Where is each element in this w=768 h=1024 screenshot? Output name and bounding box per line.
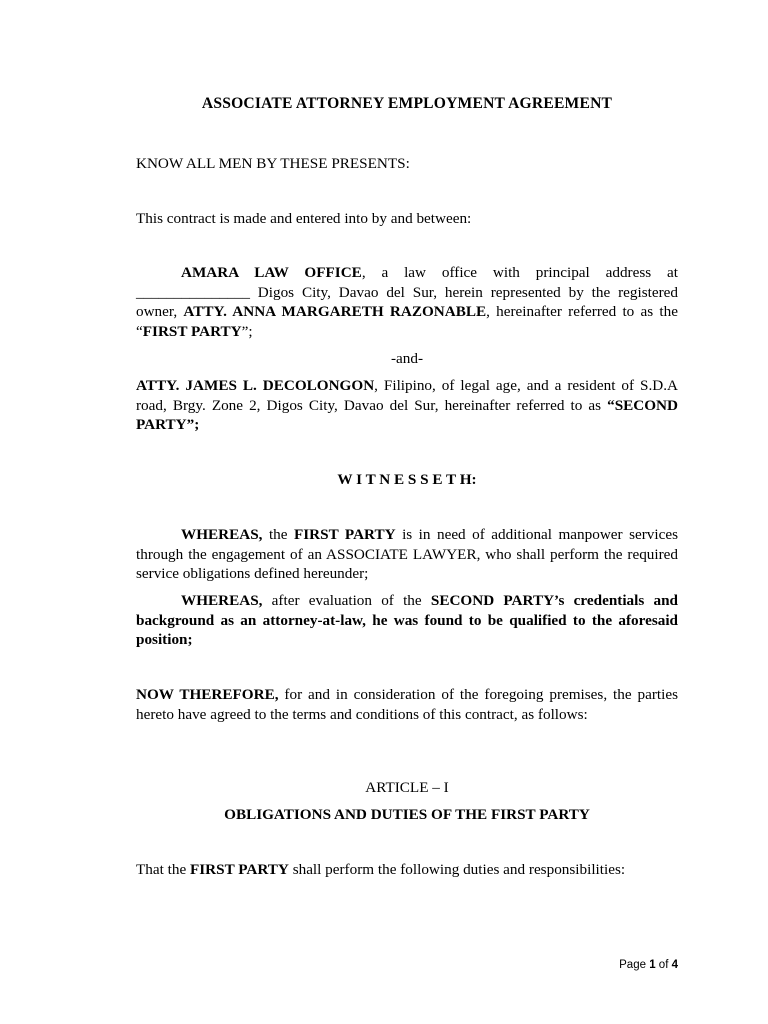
page-number: 1 xyxy=(649,959,656,971)
whereas-paragraph-2: WHEREAS, after evaluation of the SECOND PARTY’s credentials and background as an attorney-at-law, he was found to be qualified to the aforesaid position; xyxy=(136,592,678,648)
article-number: ARTICLE – I xyxy=(365,779,449,796)
article-title: OBLIGATIONS AND DUTIES OF THE FIRST PARTY xyxy=(224,806,590,823)
law-office-name: AMARA LAW OFFICE xyxy=(181,264,362,281)
now-therefore-paragraph: NOW THEREFORE, for and in consideration of the foregoing premises, the parties hereto have agreed to the terms and conditions of this contract, as follows: xyxy=(136,686,679,723)
first-party-designation: FIRST PARTY xyxy=(142,322,242,340)
whereas-paragraph-1: WHEREAS, the FIRST PARTY is in need of additional manpower services through the engagement of an ASSOCIATE LAWYER, who shall perform the required service obligations defined hereunder; xyxy=(136,526,678,582)
second-party-paragraph: ATTY. JAMES L. DECOLONGON, Filipino, of legal age, and a resident of S.D.A road, Brgy. Zone 2, Digos City, Davao del Sur, hereinafter referred to as “SECOND PARTY”; xyxy=(136,377,678,433)
second-party-designation: “SECOND PARTY”; xyxy=(136,396,678,433)
first-party-paragraph: AMARA LAW OFFICE, a law office with principal address at _______________ Digos City, Davao del Sur, herein represented by the registered owner, ATTY. ANNA MARGARETH RAZONABLE, hereinafter referred to as the “FIRST PARTY”; xyxy=(136,264,678,340)
document-title: ASSOCIATE ATTORNEY EMPLOYMENT AGREEMENT xyxy=(201,95,613,112)
owner-name: ATTY. ANNA MARGARETH RAZONABLE xyxy=(183,303,487,320)
duties-paragraph: That the FIRST PARTY shall perform the following duties and responsibilities: xyxy=(136,861,626,878)
intro-paragraph: This contract is made and entered into by and between: xyxy=(136,210,472,227)
witnesseth-heading: W I T N E S S E T H: xyxy=(337,471,477,488)
page-footer: Page 1 of 4 xyxy=(619,959,678,971)
associate-name: ATTY. JAMES L. DECOLONGON xyxy=(136,377,375,394)
know-all-men-line: KNOW ALL MEN BY THESE PRESENTS: xyxy=(136,155,410,172)
page-total: 4 xyxy=(671,959,678,971)
and-separator: -and- xyxy=(390,350,424,367)
